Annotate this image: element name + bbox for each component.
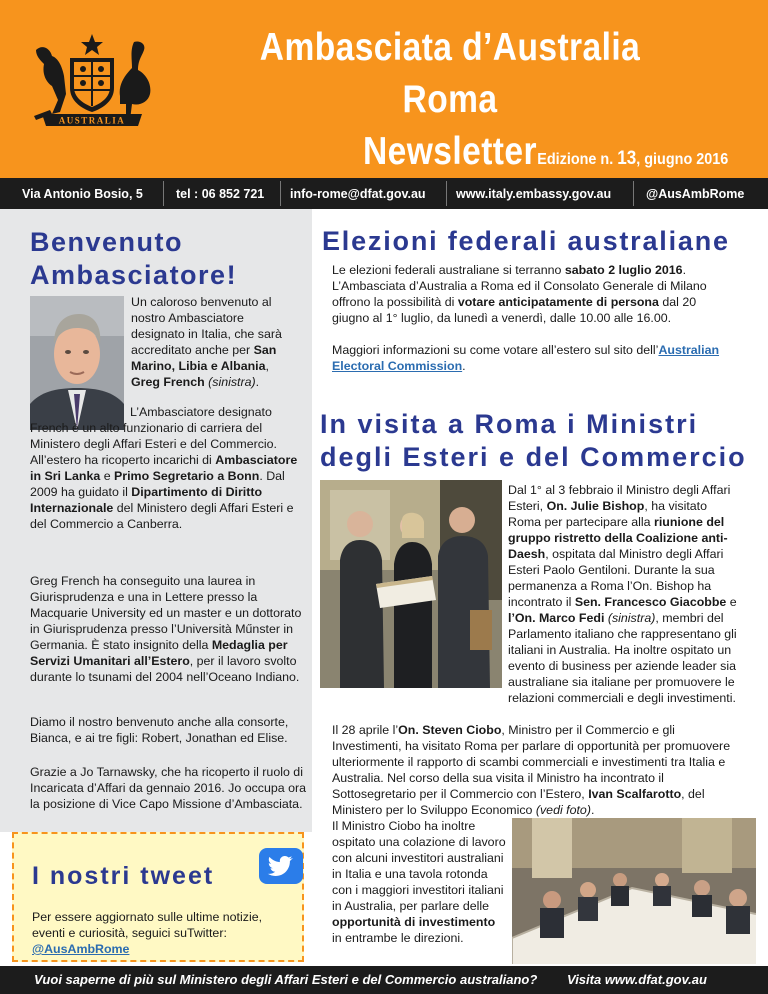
ministers-heading: In visita a Roma i Ministri degli Esteri e del Commercio <box>320 409 747 472</box>
footer-link[interactable]: Visita www.dfat.gov.au <box>567 972 707 987</box>
aec-link[interactable]: Australian Electoral Commission <box>332 343 720 373</box>
coat-of-arms-icon <box>22 30 162 130</box>
ministers-ciobo-text: Il 28 aprile l’On. Steven Ciobo, Ministro per il Commercio e gli Investimenti, ha visitato Roma per parlare di opportunità per promuovere ulteriormente il rapporto di scambi commerciali e investimenti tra Italia e Australia. Nel corso della sua visita il Ministro ha incontrato il Sottosegretario per il Commercio con l’Estero, Ivan Scalfarotto, del Ministero per lo Sviluppo Economico (vedi foto). <box>332 723 731 817</box>
bishop-meeting-photo <box>320 480 502 688</box>
contact-website[interactable]: www.italy.embassy.gov.au <box>456 187 612 201</box>
contact-bar <box>0 178 768 209</box>
roundtable-meeting-photo <box>512 818 756 964</box>
twitter-handle-link[interactable]: @AusAmbRome <box>32 942 130 956</box>
divider <box>446 181 447 206</box>
contact-email[interactable]: info-rome@dfat.gov.au <box>290 187 426 201</box>
divider <box>633 181 634 206</box>
contact-phone[interactable]: tel : 06 852 721 <box>176 187 265 201</box>
ministers-bishop-text: Dal 1° al 3 febbraio il Ministro degli Affari Esteri, On. Julie Bishop, ha visitato Roma per partecipare alla riunione del gruppo ristretto della Coalizione anti-Daesh, ospitata dal Ministro degli Affari Esteri Paolo Gentiloni. Durante la sua permanenza a Roma l’On. Bishop ha incontrato il Sen. Francesco Giacobbe e l’On. Marco Fedi (sinistra), membri del Parlamento italiano che rappresentano gli italiani in Australia. Ha inoltre ospitato un evento di business per aziende leader sia australiane sia italiane per promuovere le relazioni commerciali e degli investimenti. <box>508 483 737 705</box>
contact-address: Via Antonio Bosio, 5 <box>22 187 143 201</box>
elections-heading: Elezioni federali australiane <box>322 226 730 256</box>
welcome-intro: Un caloroso benvenuto al nostro Ambasciatore designato in Italia, che sarà accreditato anche per San Marino, Libia e Albania, Greg French (sinistra). <box>131 295 282 389</box>
footer-question: Vuoi saperne di più sul Ministero degli Affari Esteri e del Commercio australiano? <box>34 972 538 987</box>
twitter-bird-icon[interactable] <box>259 848 303 884</box>
elections-text: Le elezioni federali australiane si terranno sabato 2 luglio 2016. L’Ambasciata d’Australia a Roma ed il Consolato Generale di Milano offrono la possibilità di votare anticipatamente di persona dal 20 giugno al 1° luglio, da lunedì a venerdì, dalle 10.00 alle 16.00. <box>332 263 707 325</box>
edition-label: Edizione n. 13, giugno 2016 <box>536 148 728 169</box>
tweet-text: Per essere aggiornato sulle ultime notizie, eventi e curiosità, seguici suTwitter: @AusAmbRome <box>32 910 263 956</box>
contact-twitter[interactable]: @AusAmbRome <box>646 187 745 201</box>
ministers-investors-text: Il Ministro Ciobo ha inoltre ospitato una colazione di lavoro con alcuni investitori australiani in Italia e una tavola rotonda con i maggiori investitori italiani in Australia, per parlare delle opportunità di investimento in entrambe le direzioni. <box>332 819 506 945</box>
welcome-education: Greg French ha conseguito una laurea in Giurisprudenza e una in Lettere presso la Macquarie University ed un master e un dottorato in Giurisprudenza presso l’Università Műnster in Germania. È stato insignito della Medaglia per Servizi Umanitari all’Estero, per il lavoro svolto durante lo tsunami del 2004 nell’Oceano Indiano. <box>30 574 302 684</box>
elections-info: Maggiori informazioni su come votare all’estero sul sito dell’Australian Electoral Commission. <box>332 343 720 373</box>
welcome-thanks: Grazie a Jo Tarnawsky, che ha ricoperto il ruolo di Incaricata d’Affari da gennaio 2016. Jo occupa ora la posizione di Vice Capo Missione d’Ambasciata. <box>30 765 306 811</box>
divider <box>280 181 281 206</box>
welcome-heading: Benvenuto Ambasciatore! <box>30 227 238 290</box>
footer-bar <box>0 966 768 994</box>
crest-label: AUSTRALIA <box>58 115 126 126</box>
welcome-career: L’Ambasciatore designato French è un alto funzionario di carriera del Ministero degli Affari Esteri e del Commercio. All’estero ha ricoperto incarichi di Ambasciatore in Sri Lanka e Primo Segretario a Bonn. Dal 2009 ha guidato il Dipartimento di Diritto Internazionale del Ministero degli Affari Esteri e del Commercio a Canberra. <box>30 405 298 531</box>
newsletter-title: Ambasciata d’Australia Roma Newsletter <box>259 26 641 173</box>
divider <box>163 181 164 206</box>
welcome-family: Diamo il nostro benvenuto anche alla consorte, Bianca, e ai tre figli: Robert, Jonathan ed Elise. <box>30 715 289 745</box>
tweet-heading: I nostri tweet <box>32 862 215 890</box>
